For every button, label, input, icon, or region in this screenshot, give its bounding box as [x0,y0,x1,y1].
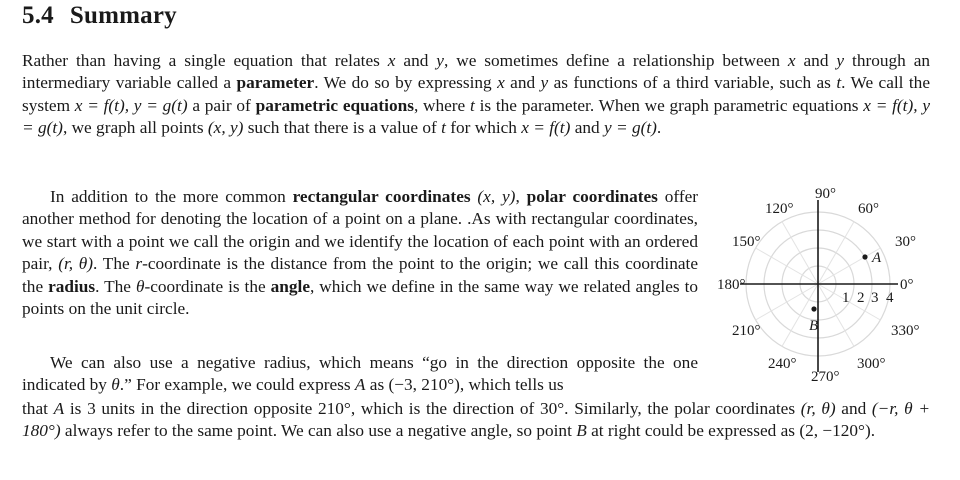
point-b-label: B [809,318,819,334]
text: . We call the system [22,73,930,115]
var: t [441,118,446,138]
var: x [387,51,396,70]
text: and [504,73,541,93]
term-angle: angle [270,276,311,296]
text: and [795,51,837,70]
var: y [436,51,444,70]
text: and [570,118,604,138]
angle-label-60: 60° [858,201,879,217]
point-a-label: A [872,250,882,266]
term-parameter: parameter [236,73,315,93]
angle-label-300: 300° [857,356,886,372]
angle-label-270: 270° [811,369,840,385]
angle-label-240: 240° [768,356,797,372]
var: x [497,73,505,93]
var: θ [135,276,145,296]
equation: (r, θ) [58,254,94,274]
text: as (−3, 210°), which tells us [365,375,564,395]
equation: (−r, θ + 180°) [22,399,930,441]
var: t [470,95,475,115]
radial-line-120 [782,222,818,284]
equation: (r, θ) [800,399,836,418]
polar-coordinate-diagram [710,178,950,388]
radial-line-60 [818,222,854,284]
text: as functions of a third variable, such as [548,73,837,93]
angle-label-0: 0° [900,277,914,293]
equation: (x, y) [470,187,516,206]
term-polar-coordinates: polar coordinates [526,187,658,206]
angle-label-120: 120° [765,201,794,217]
text: for which [445,118,522,138]
text: In addition to the more common [50,187,293,206]
radial-line-150 [756,248,818,284]
text: . The [93,254,136,274]
radius-tick-2: 2 [857,290,865,306]
text: , we graph all points [62,118,208,138]
var: y [836,51,845,70]
text: a pair of [187,95,256,115]
text: is the parameter. When we graph parametric equations [474,95,864,115]
section-heading [22,2,177,30]
text: -coordinate is the [144,276,271,296]
equation: x = f(t), y = g(t) [74,95,188,115]
text: is 3 units in the direction opposite 210°, which is the direction of 30°. Similarly, the polar coordinates [64,399,801,418]
var: y [540,73,549,93]
text: . The [95,276,136,296]
radial-line-240 [782,284,818,346]
text: . [656,118,662,138]
equation: x = f(t) [521,118,571,138]
text: , [515,187,527,206]
text: , we sometimes define a relationship between [443,51,788,70]
text: that [22,399,54,418]
text: always refer to the same point. We can also use a negative angle, so point [60,421,577,441]
section-title: Summary [69,2,177,29]
paragraph-polar-coordinates [22,186,698,320]
term-rectangular-coordinates: rectangular coordinates [292,187,471,206]
radial-line-210 [756,284,818,320]
paragraph-negative-radius-continued [22,398,930,443]
point-a [862,254,867,259]
angle-label-210: 210° [732,323,761,339]
radius-tick-3: 3 [871,290,879,306]
var: x [787,51,796,70]
angle-label-180: 180° [717,277,746,293]
term-parametric-equations: parametric equations [255,95,414,115]
var: θ [111,375,120,395]
text: Rather than having a single equation that relates [22,51,388,70]
text: We can also use a negative radius, which means “go in the direction opposite the one indicated by [22,353,698,395]
radius-tick-1: 1 [842,290,850,306]
var: A [53,399,65,418]
var: t [836,73,842,93]
paragraph-negative-radius [22,352,698,397]
text: such that there is a value of [243,118,442,138]
text: -coordinate is the distance from the point to the origin; we call this coordinate the [22,254,698,296]
angle-label-30: 30° [895,234,916,250]
text: . We do so by expressing [314,73,498,93]
text: at right could be expressed as (2, −120°). [586,421,876,441]
text: .” For example, we could express [119,375,355,395]
var: r [135,254,143,274]
equation: x = f(t), y = g(t) [22,95,930,138]
term-radius: radius [48,276,96,296]
angle-label-90: 90° [815,186,836,202]
radius-tick-4: 4 [886,290,894,306]
angle-label-150: 150° [732,234,761,250]
equation: (x, y) [207,118,244,138]
paragraph-parametric [22,50,930,140]
text: and [395,51,437,70]
text: offer another method for denoting the location of a point on a plane. .As with rectangular coordinates, we start with a point we call the origin and we identify the location of each point with an ordered pair, [22,187,699,274]
text: , which we define in the same way we related angles to points on the unit circle. [22,276,699,319]
text: and [835,399,872,418]
text: , where [413,95,470,115]
var: A [354,375,366,395]
point-b [811,306,816,311]
section-number: 5.4 [22,2,54,29]
angle-label-330: 330° [891,323,920,339]
var: B [576,421,587,441]
text: through an intermediary variable called a [22,51,931,93]
equation: y = g(t) [603,118,657,138]
